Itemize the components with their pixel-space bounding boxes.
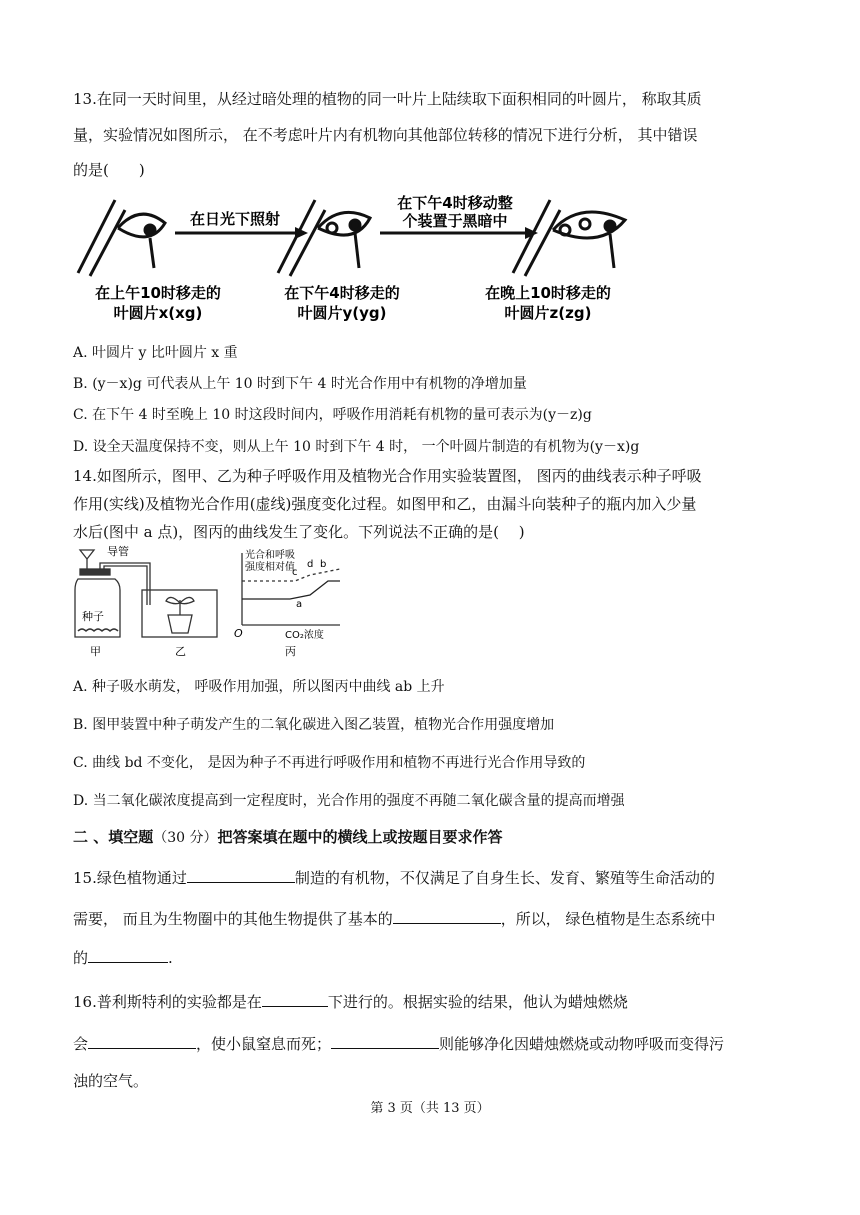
caption-z-line2: 叶圆片z(zg) bbox=[504, 304, 592, 322]
q16-blank-2[interactable] bbox=[88, 1032, 196, 1049]
q13-option-c: C. 在下午 4 时至晚上 10 时这段时间内，呼吸作用消耗有机物的量可表示为(y－z)g bbox=[73, 407, 592, 423]
q14-option-d: D. 当二氧化碳浓度提高到一定程度时，光合作用的强度不再随二氧化碳含量的提高而增强 bbox=[73, 793, 625, 809]
q16-text-2: 下进行的。根据实验的结果，他认为蜡烛燃烧 bbox=[327, 993, 628, 1011]
arrow1-label: 在日光下照射 bbox=[189, 210, 281, 228]
q16-text-1: 16.普利斯特利的实验都是在 bbox=[73, 993, 262, 1011]
arrow2-label-top: 在下午4时移动整 bbox=[397, 194, 513, 212]
q15-text-3: 需要， 而且为生物圈中的其他生物提供了基本的 bbox=[73, 910, 393, 928]
section2-score: （30 分） bbox=[153, 830, 218, 846]
caption-z-line1: 在晚上10时移走的 bbox=[485, 284, 611, 302]
graph-xlabel: CO₂浓度 bbox=[285, 630, 324, 641]
caption-y-line2: 叶圆片y(yg) bbox=[297, 304, 387, 322]
q15-line1 bbox=[73, 866, 715, 888]
point-a: a bbox=[296, 599, 303, 610]
q13-stem-line1: 13.在同一天时间里，从经过暗处理的植物的同一叶片上陆续取下面积相同的叶圆片， 称取其质 bbox=[73, 90, 702, 108]
q14-apparatus-figure bbox=[70, 545, 345, 660]
section2-number: 二 、填空题 bbox=[73, 828, 154, 846]
point-d: d bbox=[307, 559, 314, 570]
q16-line2 bbox=[73, 1032, 724, 1054]
q15-text-5: 的 bbox=[73, 949, 89, 967]
graph-origin: O bbox=[234, 627, 243, 640]
q13-option-b: B. (y－x)g 可代表从上午 10 时到下午 4 时光合作用中有机物的净增加量 bbox=[73, 376, 527, 392]
q13-option-d: D. 设全天温度保持不变，则从上午 10 时到下午 4 时， 一个叶圆片制造的有机物为(y－x)g bbox=[73, 439, 640, 455]
graph-ylabel-line2: 强度相对值 bbox=[245, 562, 295, 573]
q16-line3: 浊的空气。 bbox=[73, 1072, 149, 1090]
point-b: b bbox=[320, 559, 327, 570]
point-c: c bbox=[292, 567, 298, 578]
label-yi: 乙 bbox=[175, 645, 186, 658]
label-bing: 丙 bbox=[285, 645, 296, 658]
q16-text-4: ，使小鼠窒息而死； bbox=[196, 1035, 332, 1053]
q16-text-3: 会 bbox=[73, 1035, 89, 1053]
q15-text-6: . bbox=[168, 949, 173, 967]
q15-text-2: 制造的有机物，不仅满足了自身生长、发育、繁殖等生命活动的 bbox=[294, 869, 715, 887]
caption-y-line1: 在下午4时移走的 bbox=[284, 284, 400, 302]
q14-option-b: B. 图甲装置中种子萌发产生的二氧化碳进入图乙装置，植物光合作用强度增加 bbox=[73, 717, 555, 733]
arrow2-label-bottom: 个装置于黑暗中 bbox=[402, 212, 508, 230]
section2-heading bbox=[73, 827, 503, 848]
q15-text-4: ，所以， 绿色植物是生态系统中 bbox=[500, 910, 716, 928]
caption-x-line2: 叶圆片x(xg) bbox=[113, 304, 203, 322]
q15-line3 bbox=[73, 946, 173, 968]
q13-option-a: A. 叶圆片 y 比叶圆片 x 重 bbox=[73, 345, 238, 361]
label-tube: 导管 bbox=[107, 545, 129, 558]
q14-option-a: A. 种子吸水萌发， 呼吸作用加强，所以图丙中曲线 ab 上升 bbox=[73, 679, 445, 695]
label-jia: 甲 bbox=[90, 645, 101, 658]
graph-ylabel-line1: 光合和呼吸 bbox=[245, 550, 295, 561]
label-seed: 种子 bbox=[82, 610, 104, 623]
q15-blank-2[interactable] bbox=[393, 907, 501, 924]
q16-blank-3[interactable] bbox=[331, 1032, 439, 1049]
q13-leaf-disc-figure bbox=[70, 188, 640, 333]
page-footer: 第 3 页（共 13 页） bbox=[370, 1101, 490, 1116]
q16-line1 bbox=[73, 990, 628, 1012]
q13-stem-line2: 量，实验情况如图所示， 在不考虑叶片内有机物向其他部位转移的情况下进行分析， 其中错误 bbox=[73, 126, 698, 144]
caption-x-line1: 在上午10时移走的 bbox=[95, 284, 221, 302]
q15-blank-1[interactable] bbox=[187, 866, 295, 883]
q14-stem-line3: 水后(图中 a 点)，图丙的曲线发生了变化。下列说法不正确的是( ) bbox=[73, 523, 525, 541]
q14-option-c: C. 曲线 bd 不变化， 是因为种子不再进行呼吸作用和植物不再进行光合作用导致的 bbox=[73, 755, 586, 771]
q14-stem-line1: 14.如图所示，图甲、乙为种子呼吸作用及植物光合作用实验装置图， 图丙的曲线表示种子呼吸 bbox=[73, 467, 702, 485]
q16-text-5: 则能够净化因蜡烛燃烧或动物呼吸而变得污 bbox=[439, 1035, 725, 1053]
q15-blank-3[interactable] bbox=[88, 946, 168, 963]
q15-line2 bbox=[73, 907, 716, 929]
q14-stem-line2: 作用(实线)及植物光合作用(虚线)强度变化过程。如图甲和乙，由漏斗向装种子的瓶内加入少量 bbox=[73, 495, 697, 513]
section2-instruction: 把答案填在题中的横线上或按题目要求作答 bbox=[217, 828, 503, 846]
q15-text-1: 15.绿色植物通过 bbox=[73, 869, 187, 887]
q16-blank-1[interactable] bbox=[262, 990, 328, 1007]
q13-stem-line3: 的是( ) bbox=[73, 161, 145, 179]
